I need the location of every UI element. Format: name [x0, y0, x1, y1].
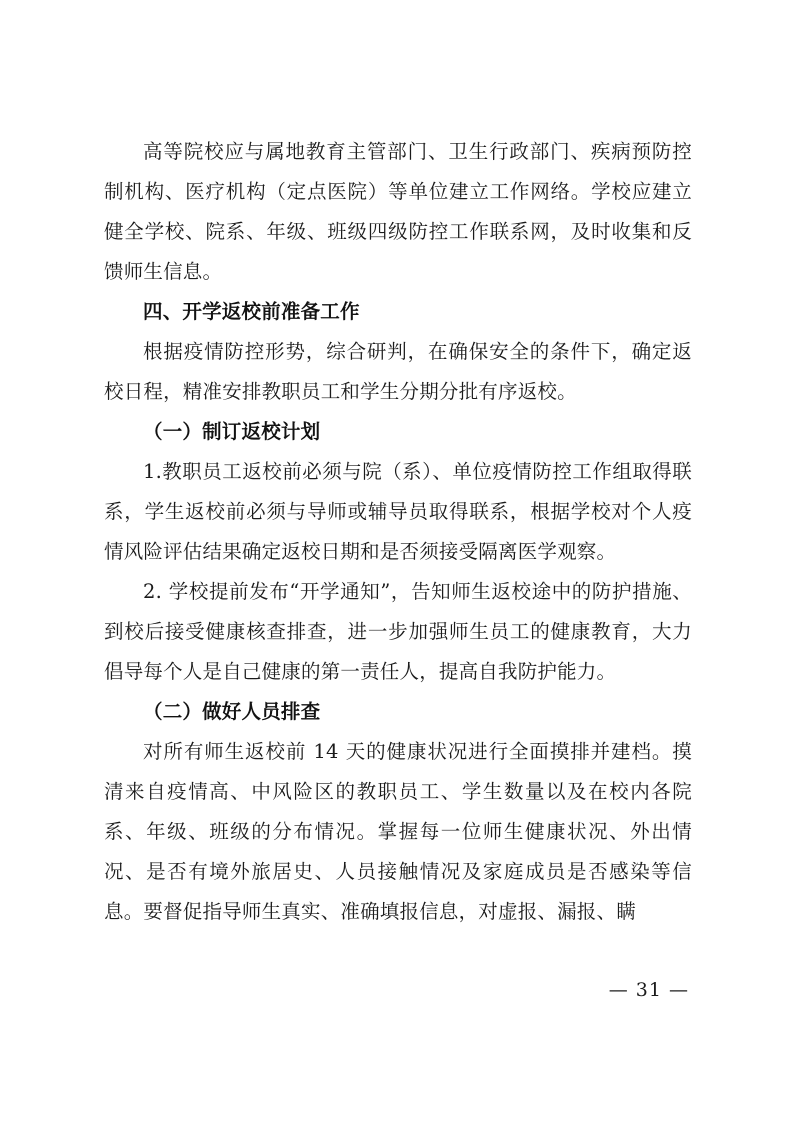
paragraph-return-schedule: 根据疫情防控形势，综合研判，在确保安全的条件下，确定返校日程，精准安排教职员工和学生分期分批有序返校。 [104, 340, 692, 403]
paragraph-item-2: 2. 学校提前发布“开学通知”，告知师生返校途中的防护措施、到校后接受健康核查排查，进一步加强师生员工的健康教育，大力倡导每个人是自己健康的第一责任人，提高自我防护能力。 [104, 580, 692, 683]
page-number: — 31 — [608, 979, 689, 1001]
section-heading-4: 四、开学返校前准备工作 [143, 300, 360, 323]
document-body [104, 132, 692, 932]
subsection-heading-2: （二）做好人员排查 [143, 700, 321, 723]
paragraph-personnel-screening: 对所有师生返校前 14 天的健康状况进行全面摸排并建档。摸清来自疫情高、中风险区的教职员工、学生数量以及在校内各院系、年级、班级的分布情况。掌握每一位师生健康状况、外出情况、是否有境外旅居史、人员接触情况及家庭成员是否感染等信息。要督促指导师生真实、准确填报信息，对虚报、漏报、瞒 [104, 740, 692, 923]
subsection-heading-1: （一）制订返校计划 [143, 420, 321, 443]
paragraph-work-network: 高等院校应与属地教育主管部门、卫生行政部门、疾病预防控制机构、医疗机构（定点医院）等单位建立工作网络。学校应建立健全学校、院系、年级、班级四级防控工作联系网，及时收集和反馈师生信息。 [104, 140, 692, 283]
paragraph-item-1: 1.教职员工返校前必须与院（系）、单位疫情防控工作组取得联系，学生返校前必须与导师或辅导员取得联系，根据学校对个人疫情风险评估结果确定返校日期和是否须接受隔离医学观察。 [104, 460, 692, 563]
